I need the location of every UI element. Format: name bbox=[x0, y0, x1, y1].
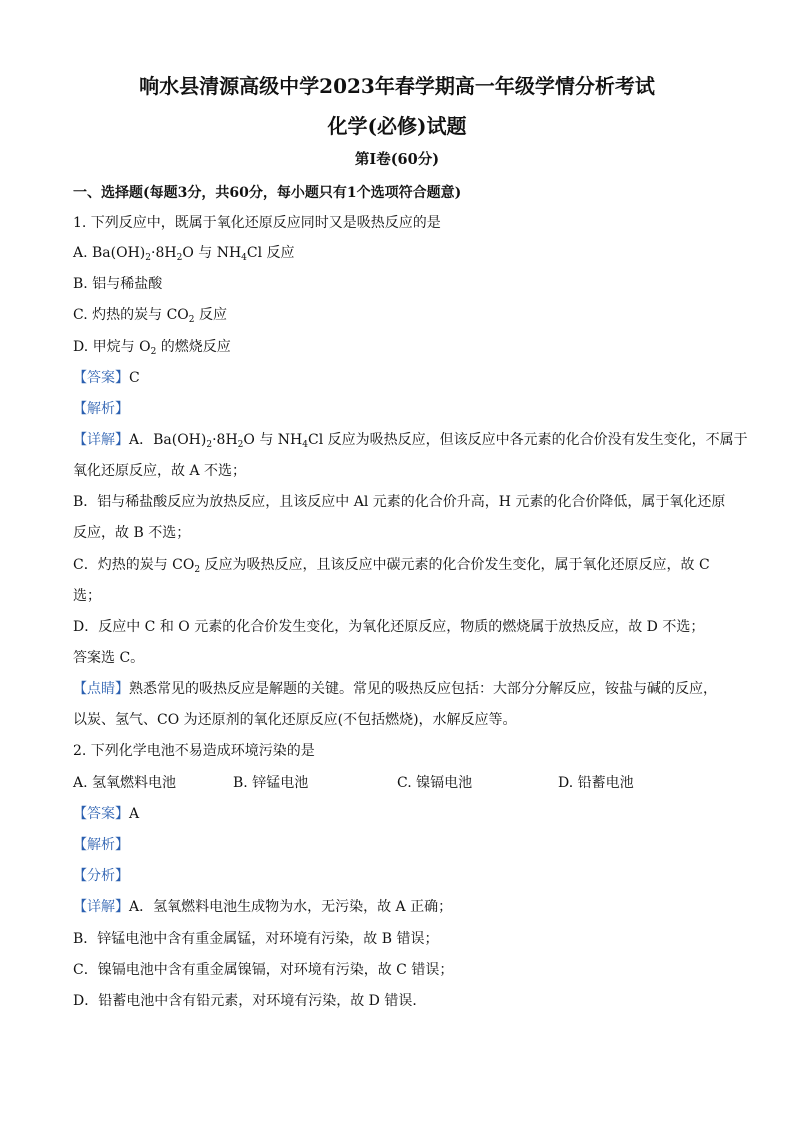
q2-option-d: D. 铅蓄电池 bbox=[558, 775, 634, 791]
q1-comment-line1: 【点睛】熟悉常见的吸热反应是解题的关键。常见的吸热反应包括：大部分分解反应，铵盐与碱的反应， bbox=[73, 681, 717, 697]
volume-label: 第I卷(60分) bbox=[354, 151, 440, 168]
q1-stem: 1. 下列反应中，既属于氧化还原反应同时又是吸热反应的是 bbox=[73, 215, 441, 231]
q2-option-b: B. 锌锰电池 bbox=[233, 775, 309, 791]
q2-detail-d: D．铅蓄电池中含有铅元素，对环境有污染，故 D 错误． bbox=[73, 993, 427, 1009]
q1-option-a: A. $Ba(OH)_2\cdot 8H_2O$ 与 $NH_4Cl$ 反应 bbox=[73, 245, 295, 263]
q1-detail-a-line1: 【详解】A．$Ba(OH)_2\cdot 8H_2O$ 与 $NH_4Cl$ 反应为吸热反应，但该反应中各元素的化合价没有发生变化，不属于 bbox=[73, 432, 748, 450]
q1-detail-c-line2: 选； bbox=[73, 588, 101, 604]
q2-fenxi-tag: 【分析】 bbox=[73, 868, 129, 884]
q1-detail-d: D．反应中 C 和 O 元素的化合价发生变化，为氧化还原反应，物质的燃烧属于放热反应，故 D 不选； bbox=[73, 619, 705, 635]
q1-option-d: D. 甲烷与 $O_2$ 的燃烧反应 bbox=[73, 339, 231, 357]
answer-tag: 【答案】 bbox=[73, 806, 129, 822]
detail-tag: 【详解】 bbox=[73, 432, 129, 448]
comment-tag: 【点睛】 bbox=[73, 681, 129, 697]
q1-detail-c-line1: C．灼热的炭与 $CO_2$ 反应为吸热反应，且该反应中碳元素的化合价发生变化，属于氧化还原反应，故 C bbox=[73, 557, 710, 575]
exam-title: 响水县清源高级中学2023年春学期高一年级学情分析考试 bbox=[139, 74, 655, 98]
q2-answer bbox=[73, 804, 723, 824]
detail-tag: 【详解】 bbox=[73, 899, 129, 915]
answer-value: A bbox=[129, 806, 140, 822]
q1-detail-a-line2: 氧化还原反应，故 A 不选； bbox=[73, 463, 247, 479]
q2-option-a: A. 氢氧燃料电池 bbox=[73, 775, 177, 791]
q2-option-c: C. 镍镉电池 bbox=[397, 775, 473, 791]
q1-option-b: B. 铝与稀盐酸 bbox=[73, 276, 163, 292]
q1-conclusion: 答案选 C。 bbox=[73, 650, 145, 666]
answer-tag: 【答案】 bbox=[73, 370, 129, 386]
q1-answer bbox=[73, 368, 723, 388]
q1-analysis-tag: 【解析】 bbox=[73, 401, 129, 417]
q1-option-c: C. 灼热的炭与 $CO_2$ 反应 bbox=[73, 307, 227, 325]
q2-detail-c: C．镍镉电池中含有重金属镍镉，对环境有污染，故 C 错误； bbox=[73, 962, 454, 978]
q2-detail-b: B．锌锰电池中含有重金属锰，对环境有污染，故 B 错误； bbox=[73, 931, 439, 947]
section-heading: 一、选择题(每题3分，共60分，每小题只有1个选项符合题意) bbox=[73, 185, 462, 201]
q1-detail-b-line2: 反应，故 B 不选； bbox=[73, 525, 191, 541]
q2-detail-a: 【详解】A．氢氧燃料电池生成物为水，无污染，故 A 正确； bbox=[73, 899, 453, 915]
answer-value: C bbox=[129, 370, 140, 386]
q2-stem: 2. 下列化学电池不易造成环境污染的是 bbox=[73, 743, 315, 759]
q1-detail-b-line1: B．铝与稀盐酸反应为放热反应，且该反应中 Al 元素的化合价升高，H 元素的化合价降低，属于氧化还原 bbox=[73, 494, 726, 510]
exam-subtitle: 化学(必修)试题 bbox=[327, 114, 467, 138]
q1-comment-line2: 以炭、氢气、CO 为还原剂的氧化还原反应(不包括燃烧)，水解反应等。 bbox=[73, 712, 517, 728]
q2-analysis-tag: 【解析】 bbox=[73, 837, 129, 853]
